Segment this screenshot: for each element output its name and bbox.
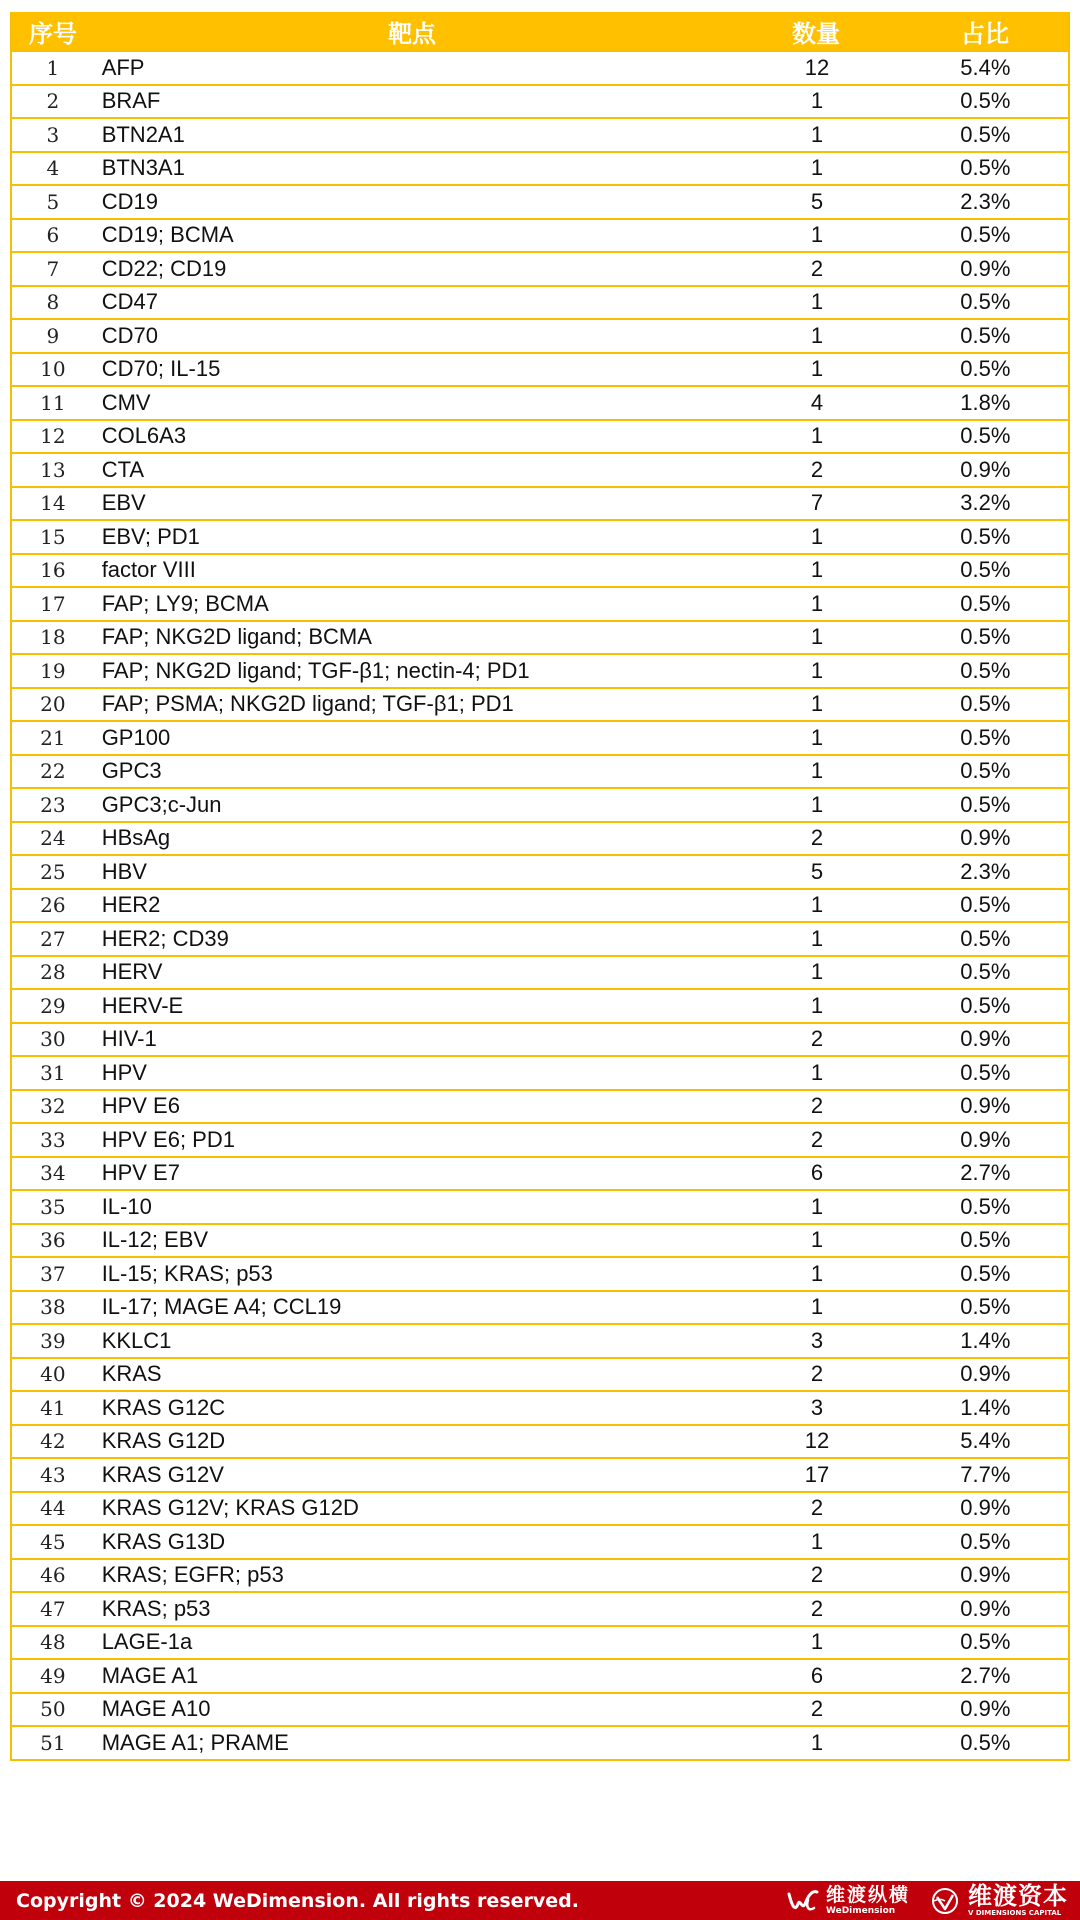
row-count: 5 xyxy=(810,858,824,884)
row-target: FAP; PSMA; NKG2D ligand; TGF-β1; PD1 xyxy=(101,691,514,717)
table-row xyxy=(12,1625,1068,1659)
table-body xyxy=(12,50,1068,1759)
row-target: IL-17; MAGE A4; CCL19 xyxy=(101,1294,342,1320)
row-count: 1 xyxy=(810,523,824,549)
row-target: HPV xyxy=(101,1059,147,1085)
row-count: 1 xyxy=(810,1059,824,1085)
row-count: 1 xyxy=(810,423,824,449)
row-percentage: 0.5% xyxy=(960,1629,1011,1655)
table-row xyxy=(12,285,1068,319)
row-number: 22 xyxy=(40,759,66,784)
row-percentage: 0.9% xyxy=(960,1361,1011,1387)
table-row xyxy=(12,1390,1068,1424)
row-number: 23 xyxy=(40,792,66,817)
row-count: 1 xyxy=(810,959,824,985)
row-count: 1 xyxy=(810,724,824,750)
table-row xyxy=(12,553,1068,587)
row-percentage: 0.5% xyxy=(960,1193,1011,1219)
row-target: IL-15; KRAS; p53 xyxy=(101,1260,273,1286)
row-percentage: 0.5% xyxy=(960,724,1011,750)
row-percentage: 0.9% xyxy=(960,1026,1011,1052)
header-pct: 占比 xyxy=(961,19,1009,48)
copyright-text: Copyright © 2024 WeDimension. All rights reserved. xyxy=(16,1889,579,1912)
row-percentage: 0.5% xyxy=(960,892,1011,918)
table-row xyxy=(12,419,1068,453)
table-row xyxy=(12,1491,1068,1525)
row-percentage: 0.5% xyxy=(960,925,1011,951)
logo2-en: V DIMENSIONS CAPITAL xyxy=(968,1909,1062,1917)
row-number: 43 xyxy=(40,1462,66,1487)
row-number: 50 xyxy=(40,1697,66,1722)
table-row xyxy=(12,1256,1068,1290)
targets-table xyxy=(10,12,1070,1761)
row-target: IL-10 xyxy=(101,1193,152,1219)
table-row xyxy=(12,988,1068,1022)
row-number: 14 xyxy=(40,491,66,516)
row-number: 2 xyxy=(46,89,60,114)
row-target: HER2; CD39 xyxy=(101,925,229,951)
row-count: 1 xyxy=(810,657,824,683)
row-percentage: 2.7% xyxy=(960,1662,1011,1688)
table-row xyxy=(12,352,1068,386)
row-count: 1 xyxy=(810,1193,824,1219)
table-row xyxy=(12,1055,1068,1089)
row-target: COL6A3 xyxy=(101,423,187,449)
row-target: EBV; PD1 xyxy=(101,523,200,549)
row-count: 1 xyxy=(810,1227,824,1253)
table-row xyxy=(12,117,1068,151)
row-number: 48 xyxy=(40,1630,66,1655)
row-number: 13 xyxy=(40,457,66,482)
row-number: 6 xyxy=(46,223,60,248)
row-target: HPV E6; PD1 xyxy=(101,1126,235,1152)
row-target: BTN2A1 xyxy=(101,121,185,147)
row-percentage: 0.5% xyxy=(960,691,1011,717)
row-count: 1 xyxy=(810,1260,824,1286)
table-row xyxy=(12,452,1068,486)
row-count: 4 xyxy=(810,389,824,415)
row-target: factor VIII xyxy=(101,557,196,583)
row-count: 1 xyxy=(810,121,824,147)
row-number: 37 xyxy=(40,1261,66,1286)
row-count: 2 xyxy=(810,255,824,281)
row-number: 27 xyxy=(40,926,66,951)
row-number: 49 xyxy=(40,1663,66,1688)
row-count: 2 xyxy=(810,825,824,851)
row-target: KKLC1 xyxy=(101,1327,172,1353)
row-number: 28 xyxy=(40,960,66,985)
row-number: 3 xyxy=(46,122,60,147)
row-count: 12 xyxy=(804,54,830,80)
row-number: 17 xyxy=(40,591,66,616)
table-row xyxy=(12,787,1068,821)
table-row xyxy=(12,519,1068,553)
row-target: HERV-E xyxy=(101,992,184,1018)
row-count: 2 xyxy=(810,1495,824,1521)
row-number: 24 xyxy=(40,826,66,851)
table-row xyxy=(12,1591,1068,1625)
row-count: 1 xyxy=(810,222,824,248)
row-number: 21 xyxy=(40,725,66,750)
row-percentage: 0.9% xyxy=(960,1696,1011,1722)
row-target: CD70; IL-15 xyxy=(101,356,221,382)
row-count: 17 xyxy=(804,1461,830,1487)
row-percentage: 0.5% xyxy=(960,423,1011,449)
row-target: BRAF xyxy=(101,88,161,114)
row-number: 44 xyxy=(40,1496,66,1521)
row-percentage: 5.4% xyxy=(960,1428,1011,1454)
row-percentage: 0.5% xyxy=(960,88,1011,114)
row-count: 2 xyxy=(810,1361,824,1387)
table-row xyxy=(12,151,1068,185)
row-count: 1 xyxy=(810,892,824,918)
row-percentage: 0.5% xyxy=(960,155,1011,181)
row-count: 1 xyxy=(810,1729,824,1755)
row-target: KRAS; p53 xyxy=(101,1595,211,1621)
table-row xyxy=(12,1156,1068,1190)
row-count: 2 xyxy=(810,1595,824,1621)
row-number: 51 xyxy=(40,1730,66,1755)
row-target: HIV-1 xyxy=(101,1026,157,1052)
row-count: 2 xyxy=(810,1696,824,1722)
row-percentage: 0.5% xyxy=(960,289,1011,315)
row-target: FAP; LY9; BCMA xyxy=(101,590,269,616)
row-number: 42 xyxy=(40,1429,66,1454)
row-target: CD19 xyxy=(101,188,158,214)
row-target: KRAS; EGFR; p53 xyxy=(101,1562,284,1588)
row-target: MAGE A1; PRAME xyxy=(101,1729,289,1755)
row-number: 25 xyxy=(40,859,66,884)
row-number: 36 xyxy=(40,1228,66,1253)
row-target: HER2 xyxy=(101,892,161,918)
table-row xyxy=(12,218,1068,252)
row-percentage: 0.5% xyxy=(960,1528,1011,1554)
header-target: 靶点 xyxy=(388,19,436,48)
row-count: 6 xyxy=(810,1160,824,1186)
row-target: KRAS G12V xyxy=(101,1461,224,1487)
logo1-en: WeDimension xyxy=(825,1905,896,1916)
row-target: CD70 xyxy=(101,322,158,348)
table-row xyxy=(12,1558,1068,1592)
logo2-cn: 维渡资本 xyxy=(968,1882,1068,1910)
row-target: AFP xyxy=(101,54,145,80)
row-count: 1 xyxy=(810,758,824,784)
row-number: 5 xyxy=(46,189,60,214)
row-percentage: 0.9% xyxy=(960,1495,1011,1521)
table-row xyxy=(12,1457,1068,1491)
table-row xyxy=(12,821,1068,855)
row-percentage: 0.5% xyxy=(960,1294,1011,1320)
row-number: 7 xyxy=(46,256,60,281)
row-percentage: 0.9% xyxy=(960,456,1011,482)
row-percentage: 0.5% xyxy=(960,1260,1011,1286)
row-number: 45 xyxy=(40,1529,66,1554)
row-percentage: 0.5% xyxy=(960,992,1011,1018)
logo1-cn: 维渡纵横 xyxy=(825,1883,910,1906)
table-row xyxy=(12,854,1068,888)
row-number: 11 xyxy=(40,390,66,415)
table-row xyxy=(12,251,1068,285)
row-number: 35 xyxy=(40,1194,66,1219)
row-number: 20 xyxy=(40,692,66,717)
row-target: CMV xyxy=(101,389,151,415)
row-percentage: 0.5% xyxy=(960,758,1011,784)
table-row xyxy=(12,385,1068,419)
row-target: CD19; BCMA xyxy=(101,222,234,248)
table-row xyxy=(12,1725,1068,1759)
row-target: MAGE A1 xyxy=(101,1662,199,1688)
row-percentage: 0.5% xyxy=(960,121,1011,147)
table-row xyxy=(12,754,1068,788)
row-number: 12 xyxy=(40,424,66,449)
row-count: 2 xyxy=(810,1562,824,1588)
row-percentage: 0.5% xyxy=(960,1059,1011,1085)
row-percentage: 0.5% xyxy=(960,590,1011,616)
row-target: EBV xyxy=(101,490,146,516)
row-target: BTN3A1 xyxy=(101,155,185,181)
row-target: MAGE A10 xyxy=(101,1696,211,1722)
row-count: 6 xyxy=(810,1662,824,1688)
row-percentage: 0.5% xyxy=(960,1227,1011,1253)
row-percentage: 0.9% xyxy=(960,1562,1011,1588)
row-count: 1 xyxy=(810,1294,824,1320)
row-target: HBV xyxy=(101,858,147,884)
row-target: GP100 xyxy=(101,724,171,750)
table-row xyxy=(12,84,1068,118)
table-row xyxy=(12,1189,1068,1223)
header-count: 数量 xyxy=(792,19,840,48)
row-target: HPV E7 xyxy=(101,1160,180,1186)
table-row xyxy=(12,1658,1068,1692)
row-percentage: 1.8% xyxy=(960,389,1011,415)
row-percentage: 7.7% xyxy=(960,1461,1011,1487)
row-percentage: 0.9% xyxy=(960,255,1011,281)
row-count: 1 xyxy=(810,557,824,583)
row-target: KRAS xyxy=(101,1361,162,1387)
row-number: 47 xyxy=(40,1596,66,1621)
row-count: 2 xyxy=(810,1093,824,1119)
row-number: 10 xyxy=(40,357,66,382)
vdimensions-logo-icon xyxy=(928,1886,962,1916)
row-percentage: 0.5% xyxy=(960,1729,1011,1755)
row-target: CTA xyxy=(101,456,145,482)
row-percentage: 0.5% xyxy=(960,356,1011,382)
row-percentage: 2.3% xyxy=(960,188,1011,214)
row-count: 3 xyxy=(810,1327,824,1353)
row-count: 1 xyxy=(810,1528,824,1554)
row-percentage: 1.4% xyxy=(960,1327,1011,1353)
table-row xyxy=(12,653,1068,687)
row-target: CD22; CD19 xyxy=(101,255,227,281)
row-count: 1 xyxy=(810,791,824,817)
row-number: 34 xyxy=(40,1161,66,1186)
header-no: 序号 xyxy=(29,19,77,48)
table-row xyxy=(12,1122,1068,1156)
row-number: 1 xyxy=(46,55,60,80)
row-target: CD47 xyxy=(101,289,158,315)
row-percentage: 3.2% xyxy=(960,490,1011,516)
row-percentage: 0.5% xyxy=(960,791,1011,817)
row-count: 1 xyxy=(810,155,824,181)
row-count: 1 xyxy=(810,624,824,650)
row-target: HBsAg xyxy=(101,825,171,851)
row-number: 39 xyxy=(40,1328,66,1353)
row-percentage: 0.5% xyxy=(960,222,1011,248)
row-count: 2 xyxy=(810,1026,824,1052)
row-percentage: 0.5% xyxy=(960,557,1011,583)
row-count: 1 xyxy=(810,322,824,348)
table-row xyxy=(12,50,1068,84)
row-percentage: 0.5% xyxy=(960,657,1011,683)
row-number: 9 xyxy=(46,323,60,348)
row-count: 1 xyxy=(810,925,824,951)
row-percentage: 0.9% xyxy=(960,825,1011,851)
row-target: GPC3 xyxy=(101,758,162,784)
row-number: 16 xyxy=(40,558,66,583)
row-count: 3 xyxy=(810,1394,824,1420)
row-target: LAGE-1a xyxy=(101,1629,193,1655)
row-number: 40 xyxy=(40,1362,66,1387)
row-count: 1 xyxy=(810,289,824,315)
row-number: 15 xyxy=(40,524,66,549)
table-row xyxy=(12,720,1068,754)
row-percentage: 0.5% xyxy=(960,959,1011,985)
row-number: 38 xyxy=(40,1295,66,1320)
row-target: IL-12; EBV xyxy=(101,1227,209,1253)
row-count: 1 xyxy=(810,1629,824,1655)
table-row xyxy=(12,888,1068,922)
row-count: 1 xyxy=(810,356,824,382)
row-count: 2 xyxy=(810,1126,824,1152)
row-count: 2 xyxy=(810,456,824,482)
row-target: KRAS G12C xyxy=(101,1394,226,1420)
row-number: 41 xyxy=(40,1395,66,1420)
table-row xyxy=(12,1692,1068,1726)
table-row xyxy=(12,1524,1068,1558)
table-row xyxy=(12,955,1068,989)
row-number: 8 xyxy=(46,290,60,315)
row-percentage: 0.9% xyxy=(960,1126,1011,1152)
row-number: 19 xyxy=(40,658,66,683)
row-target: GPC3;c-Jun xyxy=(101,791,222,817)
table-row xyxy=(12,1323,1068,1357)
row-count: 5 xyxy=(810,188,824,214)
table-row xyxy=(12,921,1068,955)
table-row xyxy=(12,586,1068,620)
row-target: KRAS G12D xyxy=(101,1428,226,1454)
row-number: 30 xyxy=(40,1027,66,1052)
wedimension-logo-icon xyxy=(786,1886,820,1916)
table-row xyxy=(12,1290,1068,1324)
row-percentage: 0.9% xyxy=(960,1093,1011,1119)
table-row xyxy=(12,1223,1068,1257)
row-number: 33 xyxy=(40,1127,66,1152)
footer-logos xyxy=(786,1884,1080,1917)
row-percentage: 5.4% xyxy=(960,54,1011,80)
row-percentage: 1.4% xyxy=(960,1394,1011,1420)
table-header xyxy=(12,12,1068,50)
row-percentage: 2.3% xyxy=(960,858,1011,884)
table-row xyxy=(12,318,1068,352)
row-count: 12 xyxy=(804,1428,830,1454)
row-target: HERV xyxy=(101,959,163,985)
row-target: HPV E6 xyxy=(101,1093,180,1119)
row-count: 7 xyxy=(810,490,824,516)
row-number: 31 xyxy=(40,1060,66,1085)
row-target: FAP; NKG2D ligand; TGF-β1; nectin-4; PD1 xyxy=(101,657,530,683)
table-row xyxy=(12,1022,1068,1056)
footer-bar xyxy=(0,1881,1080,1920)
row-target: FAP; NKG2D ligand; BCMA xyxy=(101,624,372,650)
table-row xyxy=(12,1424,1068,1458)
table-row xyxy=(12,184,1068,218)
table-row xyxy=(12,687,1068,721)
table-row xyxy=(12,1357,1068,1391)
row-number: 29 xyxy=(40,993,66,1018)
row-percentage: 0.5% xyxy=(960,523,1011,549)
row-number: 46 xyxy=(40,1563,66,1588)
row-count: 1 xyxy=(810,590,824,616)
row-target: KRAS G13D xyxy=(101,1528,226,1554)
row-number: 32 xyxy=(40,1094,66,1119)
vdimensions-capital-logo xyxy=(928,1884,1068,1917)
table-row xyxy=(12,620,1068,654)
row-percentage: 2.7% xyxy=(960,1160,1011,1186)
row-number: 26 xyxy=(40,893,66,918)
row-number: 4 xyxy=(46,156,60,181)
table-row xyxy=(12,486,1068,520)
row-percentage: 0.5% xyxy=(960,322,1011,348)
row-count: 1 xyxy=(810,992,824,1018)
row-target: KRAS G12V; KRAS G12D xyxy=(101,1495,359,1521)
row-percentage: 0.9% xyxy=(960,1595,1011,1621)
wedimension-logo xyxy=(786,1883,910,1916)
row-count: 1 xyxy=(810,88,824,114)
row-number: 18 xyxy=(40,625,66,650)
table-row xyxy=(12,1089,1068,1123)
row-count: 1 xyxy=(810,691,824,717)
row-percentage: 0.5% xyxy=(960,624,1011,650)
